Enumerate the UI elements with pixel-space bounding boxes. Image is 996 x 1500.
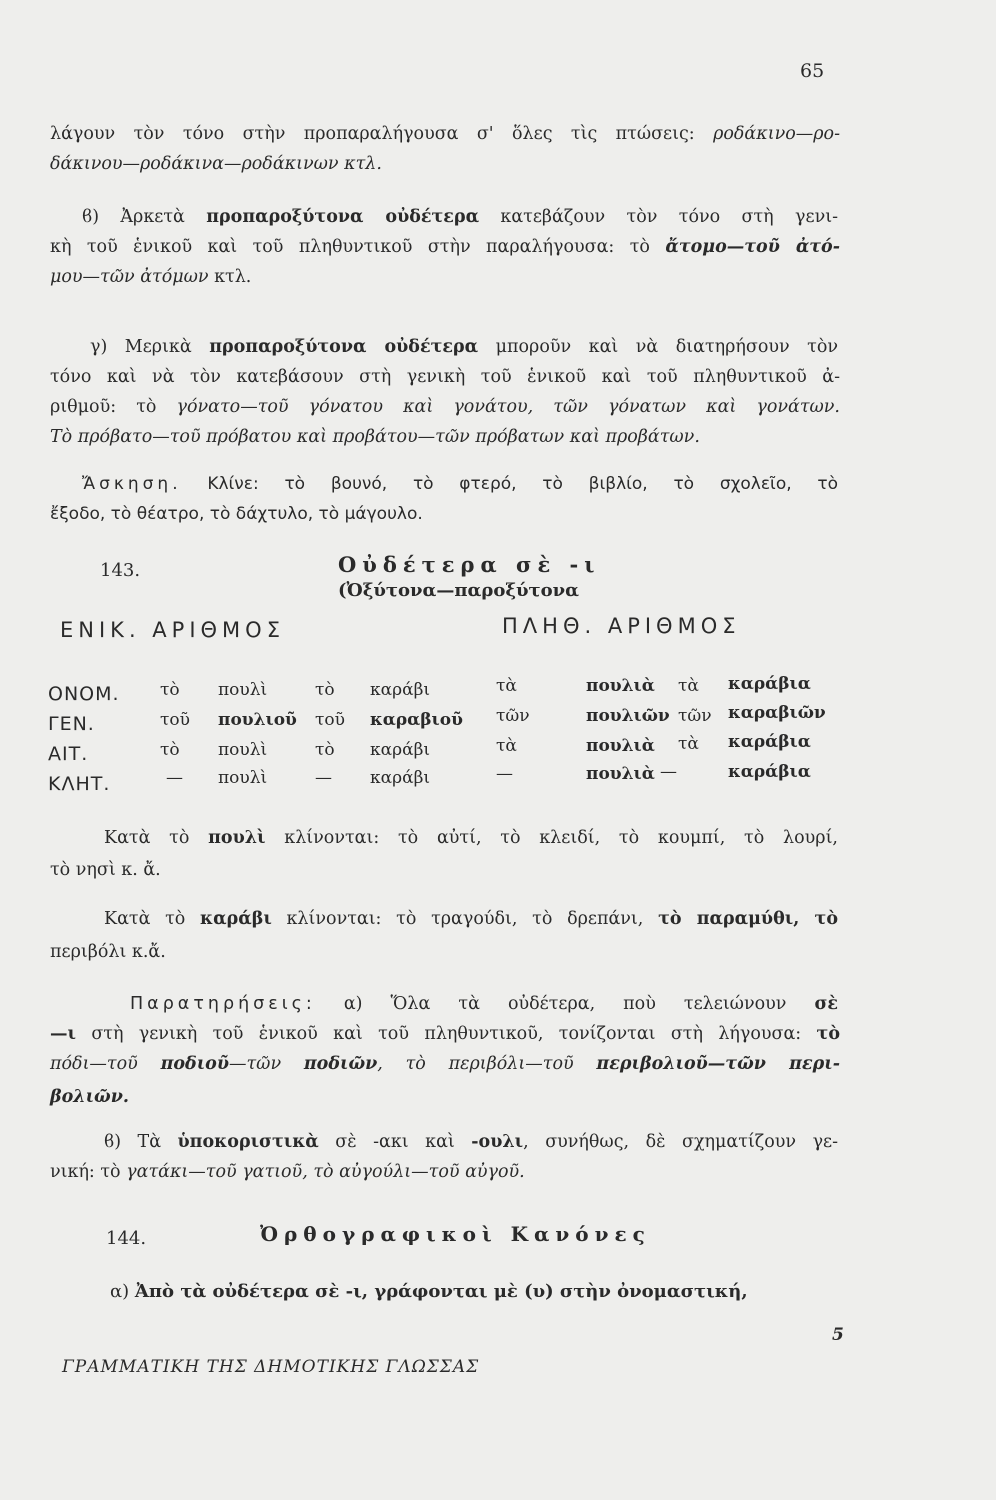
para2-line2: κὴ τοῦ ἑνικοῦ καὶ τοῦ πληθυντικοῦ στὴν παραλήγουσα: τὸ ἄτομο—τοῦ ἀτό- (50, 237, 840, 257)
kata-pouli-line1: Κατὰ τὸ πουλὶ κλίνονται: τὸ αὐτί, τὸ κλειδί, τὸ κουμπί, τὸ λουρί, (104, 828, 838, 848)
exercise-line2: ἔξοδο, τὸ θέατρο, τὸ δάχτυλο, τὸ μάγουλο. (50, 504, 423, 524)
para3-line4: Τὸ πρόβατο—τοῦ πρόβατου καὶ προβάτου—τῶν πρόβατων καὶ προβάτων. (50, 427, 700, 447)
para2-line1: ϐ) Ἀρκετὰ προπαροξύτονα οὐδέτερα κατεβάζουν τὸν τόνο στὴ γενι- (82, 207, 838, 227)
notes-label: Παρατηρήσεις: (130, 994, 316, 1014)
para3-line1: γ) Μερικὰ προπαροξύτονα οὐδέτερα μποροῦν καὶ νὰ διατηρήσουν τὸν (90, 337, 838, 357)
section-144-line: α) Ἀπὸ τὰ οὐδέτερα σὲ -ι, γράφονται μὲ (υ) στὴν ὀνομαστική, (110, 1281, 748, 1302)
section-144-title: Ὀρθογραφικοὶ Κανόνες (260, 1222, 651, 1246)
exercise-label: Ἄσκηση. (82, 474, 182, 494)
para3-line3: ριθμοῦ: τὸ γόνατο—τοῦ γόνατου καὶ γονάτου, τῶν γόνατων καὶ γονάτων. (50, 397, 840, 417)
notes-line4: βολιῶν. (50, 1087, 129, 1107)
note-b-line2: νική: τὸ γατάκι—τοῦ γατιοῦ, τὸ αὐγούλι—τοῦ αὐγοῦ. (50, 1162, 525, 1182)
section-143-number: 143. (100, 560, 141, 581)
para2-line3: μου—τῶν ἀτόμων κτλ. (50, 267, 252, 287)
exercise-line1: Ἄσκηση. Κλίνε: τὸ βουνό, τὸ φτερό, τὸ βιβλίο, τὸ σχολεῖο, τὸ (82, 474, 838, 494)
section-143-title: Οὐδέτερα σὲ -ι (338, 552, 601, 577)
singular-header: ΕΝΙΚ. ΑΡΙΘΜΟΣ (60, 618, 285, 642)
para1-line1: λάγουν τὸν τόνο στὴν προπαραλήγουσα σ' ὅλες τὶς πτώσεις: ροδάκινο—ρο- (50, 124, 840, 144)
section-143-subtitle: (Ὀξύτονα—παροξύτονα (338, 580, 579, 601)
book-page: 65 λάγουν τὸν τόνο στὴν προπαραλήγουσα σ' ὅλες τὶς πτώσεις: ροδάκινο—ρο- δάκινου—ροδάκινα—ροδάκινων κτλ. ϐ) Ἀρκετὰ προπαροξύτονα οὐδέτερα κατεβάζουν τὸν τόνο στὴ γενι- κὴ τοῦ ἑνικοῦ καὶ τοῦ πληθυντικοῦ στὴν παραλήγουσα: τὸ ἄτομο—τοῦ ἀτό- μου—τῶν ἀτόμων κτλ. γ) Μερικὰ προπαροξύτονα οὐδέτερα μποροῦν καὶ νὰ διατηρήσουν τὸν τόνο καὶ νὰ τὸν κατεβάσουν στὴ γενικὴ τοῦ ἑνικοῦ καὶ τοῦ πληθυντικοῦ ἀ- ριθμοῦ: τὸ γόνατο—τοῦ γόνατου καὶ γονάτου, τῶν γόνατων καὶ γονάτων. Τὸ πρόβατο—τοῦ πρόβατου καὶ προβάτου—τῶν πρόβατων καὶ προβάτων. Ἄσκηση. Κλίνε: τὸ βουνό, τὸ φτερό, τὸ βιβλίο, τὸ σχολεῖο, τὸ ἔξοδο, τὸ θέατρο, τὸ δάχτυλο, τὸ μάγουλο. 143. Οὐδέτερα σὲ -ι (Ὀξύτονα—παροξύτονα ΕΝΙΚ. ΑΡΙΘΜΟΣ ΠΛΗΘ. ΑΡΙΘΜΟΣ ΟΝΟΜ. τὸ πουλὶ τὸ καράβι τὰ πουλιὰ τὰ καράβια ΓΕΝ. τοῦ πουλιοῦ τοῦ καραβιοῦ τῶν πουλιῶν τῶν καραβιῶν ΑΙΤ. τὸ πουλὶ τὸ καράβι τὰ πουλιὰ τὰ καράβια ΚΛΗΤ. — πουλὶ — καράβι — πουλιὰ — καράβια Κατὰ τὸ πουλὶ κλίνονται: τὸ αὐτί, τὸ κλειδί, τὸ κουμπί, τὸ λουρί, τὸ νησὶ κ. ἄ. Κατὰ τὸ καράβι κλίνονται: τὸ τραγούδι, τὸ δρεπάνι, τὸ παραμύθι, τὸ περιβόλι κ.ἄ. Παρατηρήσεις: α) Ὅλα τὰ οὐδέτερα, ποὺ τελειώνουν σὲ —ι στὴ γενικὴ τοῦ ἑνικοῦ καὶ τοῦ πληθυντικοῦ, τονίζονται στὴ λήγουσα: τὸ πόδι—τοῦ ποδιοῦ—τῶν ποδιῶν, τὸ περιβόλι—τοῦ περιβολιοῦ—τῶν περι- βολιῶν. ϐ) Τὰ ὑποκοριστικὰ σὲ -ακι καὶ -ουλι, συνήθως, δὲ σχηματίζουν γε- νική: τὸ γατάκι—τοῦ γατιοῦ, τὸ αὐγούλι—τοῦ αὐγοῦ. 144. Ὀρθογραφικοὶ Κανόνες α) Ἀπὸ τὰ οὐδέτερα σὲ -ι, γράφονται μὲ (υ) στὴν ὀνομαστική, ΓΡΑΜΜΑΤΙΚΗ ΤΗΣ ΔΗΜΟΤΙΚΗΣ ΓΛΩΣΣΑΣ 5 (0, 0, 996, 1500)
page-number: 65 (800, 60, 825, 82)
kata-karavi-line2: περιβόλι κ.ἄ. (50, 942, 166, 962)
kata-karavi-line1: Κατὰ τὸ καράβι κλίνονται: τὸ τραγούδι, τὸ δρεπάνι, τὸ παραμύθι, τὸ (104, 909, 838, 929)
running-footer: ΓΡΑΜΜΑΤΙΚΗ ΤΗΣ ΔΗΜΟΤΙΚΗΣ ΓΛΩΣΣΑΣ (62, 1357, 480, 1377)
note-b-line1: ϐ) Τὰ ὑποκοριστικὰ σὲ -ακι καὶ -ουλι, συνήθως, δὲ σχηματίζουν γε- (104, 1132, 839, 1152)
signature-mark: 5 (832, 1325, 844, 1345)
para1-line2: δάκινου—ροδάκινα—ροδάκινων κτλ. (50, 154, 382, 174)
section-144-number: 144. (106, 1228, 147, 1249)
plural-header: ΠΛΗΘ. ΑΡΙΘΜΟΣ (502, 614, 741, 638)
notes-line3: πόδι—τοῦ ποδιοῦ—τῶν ποδιῶν, τὸ περιβόλι—τοῦ περιβολιοῦ—τῶν περι- (50, 1054, 840, 1074)
notes-line1: Παρατηρήσεις: α) Ὅλα τὰ οὐδέτερα, ποὺ τελειώνουν σὲ (130, 994, 838, 1014)
para3-line2: τόνο καὶ νὰ τὸν κατεβάσουν στὴ γενικὴ τοῦ ἑνικοῦ καὶ τοῦ πληθυντικοῦ ἀ- (50, 367, 840, 387)
notes-line2: —ι στὴ γενικὴ τοῦ ἑνικοῦ καὶ τοῦ πληθυντικοῦ, τονίζονται στὴ λήγουσα: τὸ (50, 1024, 840, 1044)
kata-pouli-line2: τὸ νησὶ κ. ἄ. (50, 860, 161, 880)
